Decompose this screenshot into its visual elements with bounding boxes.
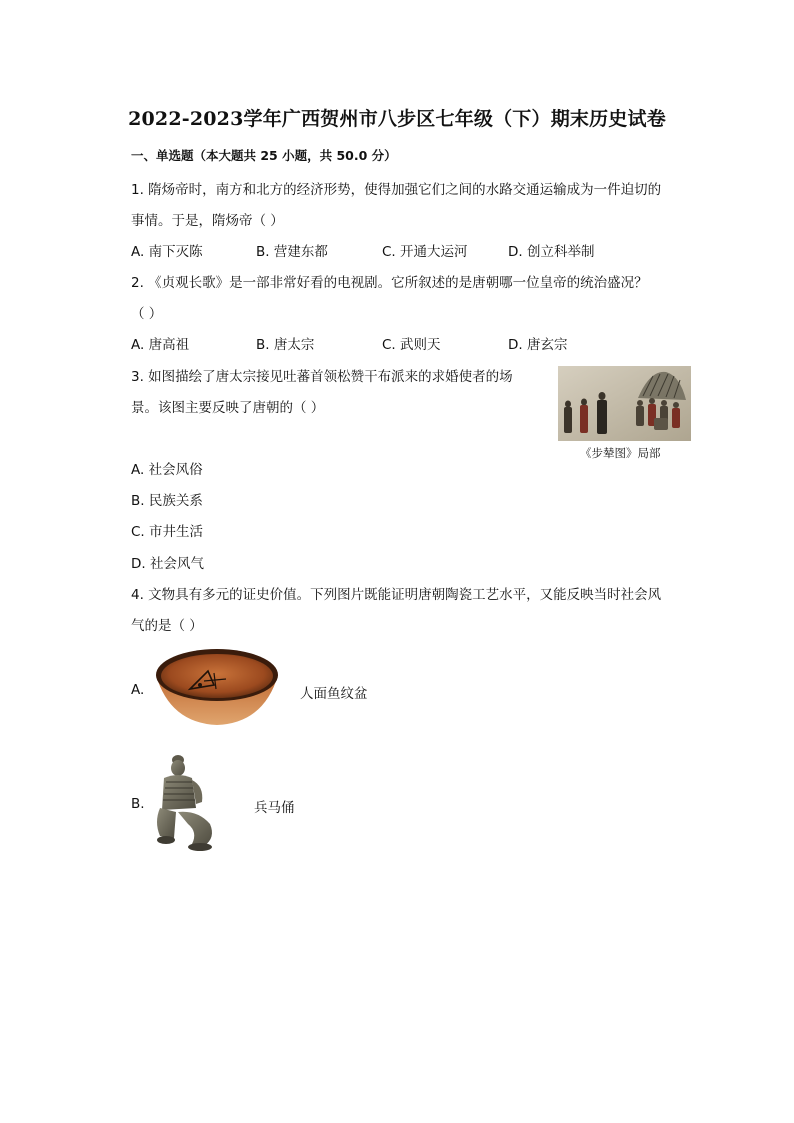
buniantu-painting-image: [558, 366, 691, 441]
q3-stem-line1: 3. 如图描绘了唐太宗接见吐蕃首领松赞干布派来的求婚使者的场: [131, 369, 513, 385]
q2-option-a[interactable]: A. 唐高祖: [131, 337, 190, 353]
q3-option-b[interactable]: B. 民族关系: [131, 493, 203, 509]
q2-stem-line2: （ ）: [131, 306, 163, 322]
q4-option-a-letter[interactable]: A.: [131, 682, 145, 698]
q3-figure-caption: 《步辇图》局部: [580, 446, 661, 460]
terracotta-warrior-image: [152, 752, 218, 852]
q2-option-b[interactable]: B. 唐太宗: [256, 337, 315, 353]
q4-stem-line1: 4. 文物具有多元的证史价值。下列图片既能证明唐朝陶瓷工艺水平，又能反映当时社会风: [131, 587, 662, 603]
q4-option-a-label: 人面鱼纹盆: [300, 686, 368, 702]
q4-option-b-letter[interactable]: B.: [131, 796, 145, 812]
q3-stem-line2: 景。该图主要反映了唐朝的（ ）: [131, 400, 325, 416]
q1-option-b[interactable]: B. 营建东都: [256, 244, 328, 260]
page-title: 2022-2023学年广西贺州市八步区七年级（下）期末历史试卷: [128, 108, 666, 130]
q1-option-c[interactable]: C. 开通大运河: [382, 244, 468, 260]
q3-option-a[interactable]: A. 社会风俗: [131, 462, 203, 478]
painted-pottery-bowl-image: [152, 645, 282, 727]
q2-stem-line1: 2. 《贞观长歌》是一部非常好看的电视剧。它所叙述的是唐朝哪一位皇帝的统治盛况？: [131, 275, 648, 291]
q1-option-d[interactable]: D. 创立科举制: [508, 244, 595, 260]
q2-option-c[interactable]: C. 武则天: [382, 337, 441, 353]
q3-option-d[interactable]: D. 社会风气: [131, 556, 204, 572]
q2-option-d[interactable]: D. 唐玄宗: [508, 337, 568, 353]
q4-stem-line2: 气的是（ ）: [131, 618, 203, 634]
q1-option-a[interactable]: A. 南下灭陈: [131, 244, 203, 260]
section-heading: 一、单选题（本大题共 25 小题，共 50.0 分）: [131, 148, 397, 163]
q1-stem-line2: 事情。于是，隋炀帝（ ）: [131, 213, 284, 229]
q4-option-b-label: 兵马俑: [254, 800, 295, 816]
q3-option-c[interactable]: C. 市井生活: [131, 524, 204, 540]
q1-stem-line1: 1. 隋炀帝时，南方和北方的经济形势，使得加强它们之间的水路交通运输成为一件迫切的: [131, 182, 662, 198]
